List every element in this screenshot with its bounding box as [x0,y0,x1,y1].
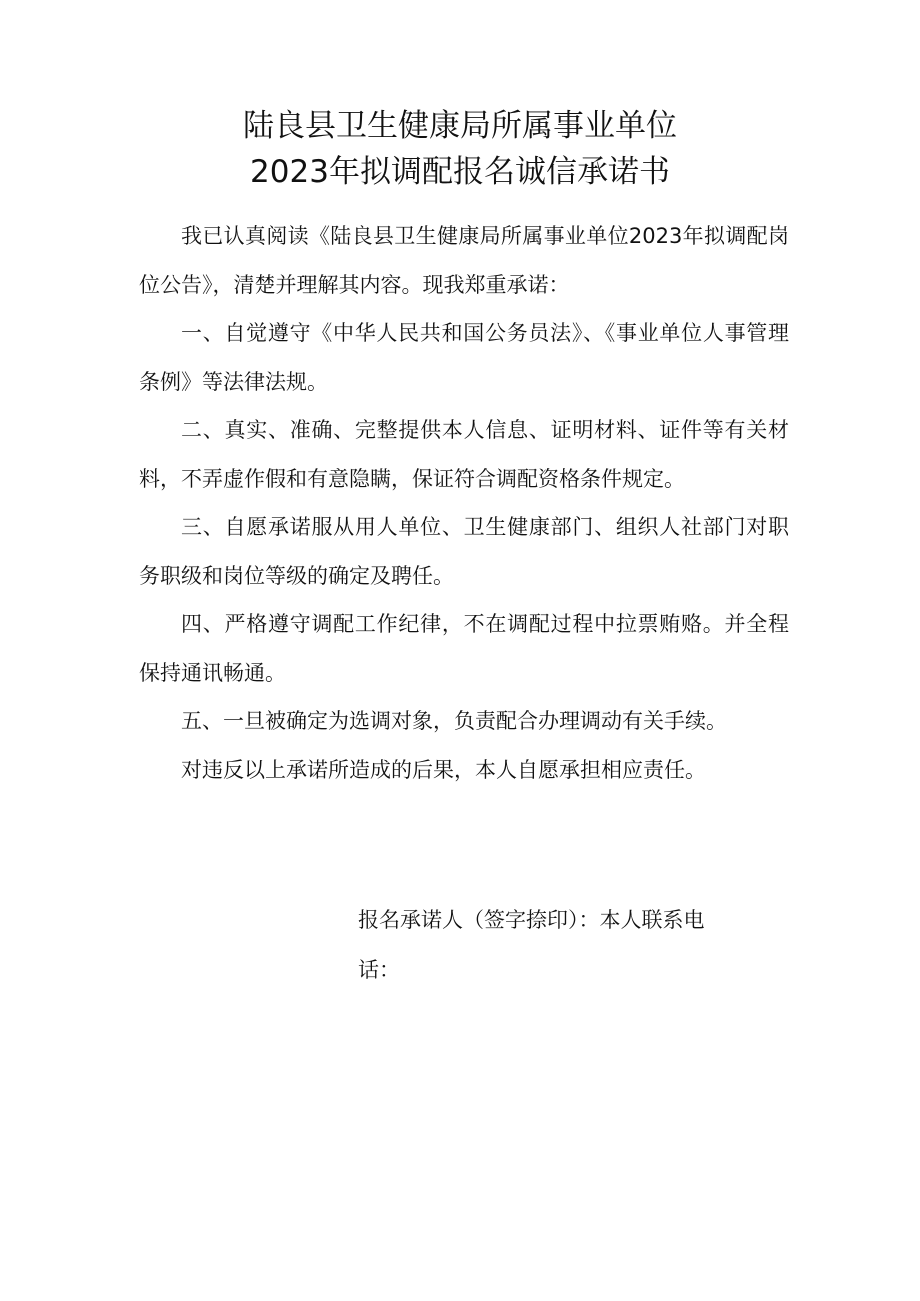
document-title-line2: 2023年拟调配报名诚信承诺书 [250,154,670,190]
document-title-line1: 陆良县卫生健康局所属事业单位 [243,108,677,144]
paragraph-commitment-1: 一、自觉遵守《中华人民共和国公务员法》、《事业单位人事管理条例》等法律法规。 [139,321,789,394]
signature-line1: 报名承诺人（签字捺印）：本人联系电 [358,908,705,932]
paragraph-commitment-2: 二、真实、准确、完整提供本人信息、证明材料、证件等有关材料，不弄虚作假和有意隐瞒，保证符合调配资格条件规定。 [139,418,789,491]
signature-block [358,895,758,995]
paragraph-commitment-3: 三、自愿承诺服从用人单位、卫生健康部门、组织人社部门对职务职级和岗位等级的确定及聘任。 [139,515,789,588]
paragraph-commitment-4: 四、严格遵守调配工作纪律，不在调配过程中拉票贿赂。并全程保持通讯畅通。 [139,612,789,685]
paragraph-commitment-5: 五、一旦被确定为选调对象，负责配合办理调动有关手续。 [181,709,727,733]
paragraph-intro: 我已认真阅读《陆良县卫生健康局所属事业单位2023年拟调配岗位公告》，清楚并理解其内容。现我郑重承诺： [139,224,789,297]
paragraph-responsibility: 对违反以上承诺所造成的后果，本人自愿承担相应责任。 [181,757,706,782]
document-body [139,212,789,794]
signature-line2: 话： [358,958,400,982]
